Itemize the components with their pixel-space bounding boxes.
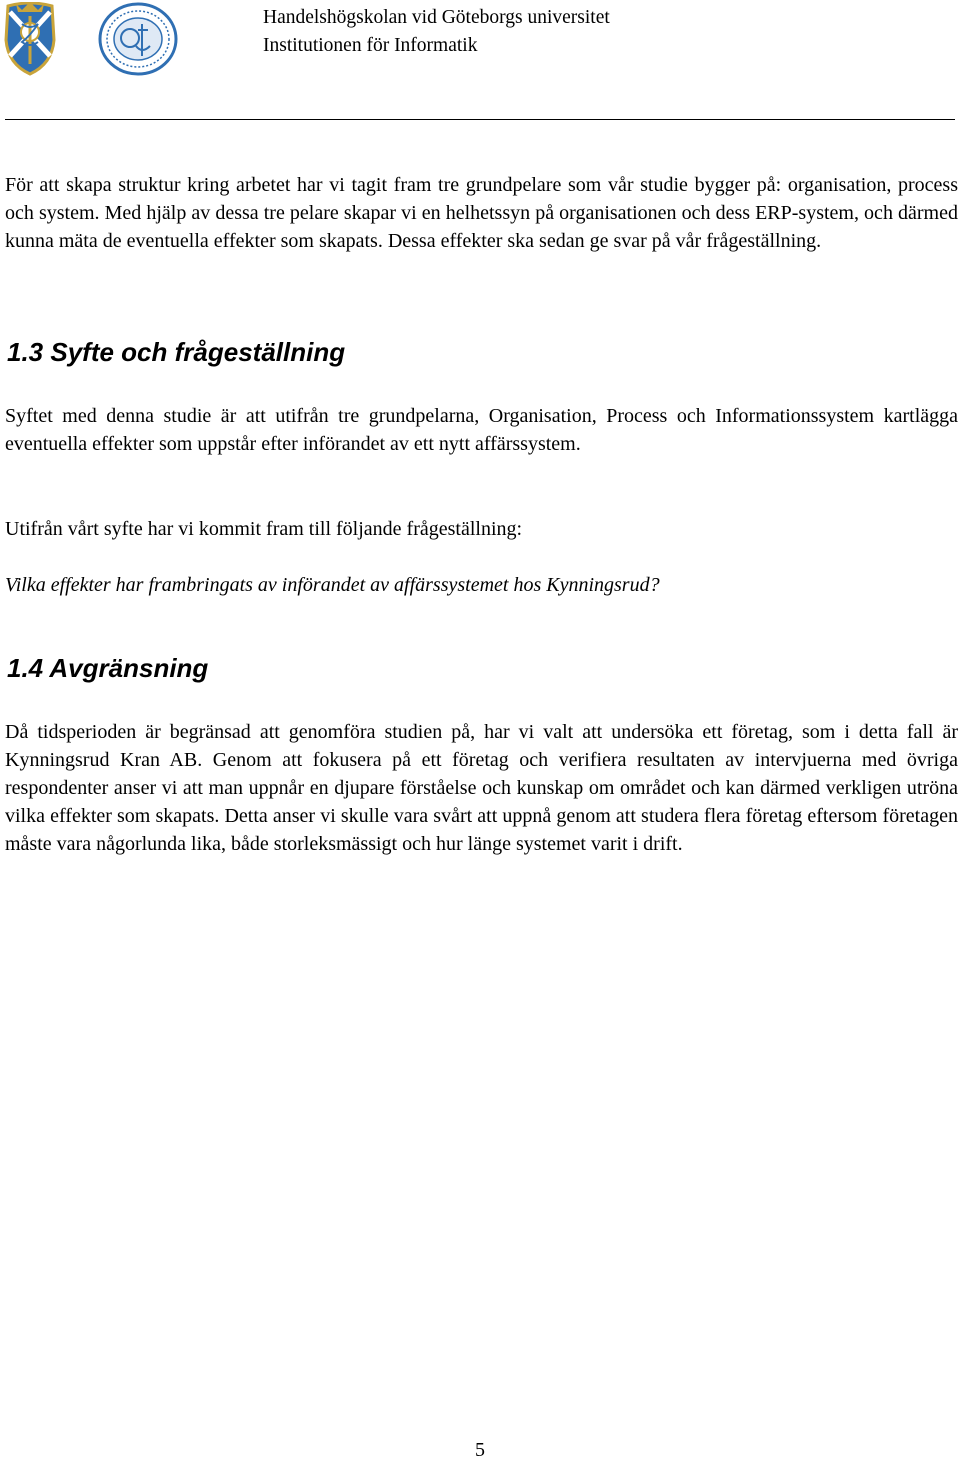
university-seal-icon (98, 2, 178, 76)
intro-paragraph: För att skapa struktur kring arbetet har vi tagit fram tre grundpelare som vår studie bygger på: organisation, process och system. Med hjälp av dessa tre pelare skapar vi en helhetssyn på organisationen och dess ERP-system, och därmed kunna mäta de eventuella effekter som skapats. Dessa effekter ska sedan ge svar på vår frågeställning. (5, 174, 958, 252)
header-divider (5, 119, 955, 120)
section-heading-1-4: 1.4 Avgränsning (7, 653, 209, 683)
page-number: 5 (475, 1439, 485, 1461)
university-crest-icon (2, 2, 58, 76)
research-question: Vilka effekter har frambringats av införandet av affärssystemet hos Kynningsrud? (5, 574, 660, 596)
header-university-name: Handelshögskolan vid Göteborgs universitet (263, 7, 610, 28)
header-department-name: Institutionen för Informatik (263, 35, 478, 56)
page-header (0, 0, 960, 122)
question-intro-paragraph: Utifrån vårt syfte har vi kommit fram till följande frågeställning: (5, 518, 523, 540)
delimitation-paragraph: Då tidsperioden är begränsad att genomföra studien på, har vi valt att undersöka ett företag, som i detta fall är Kynningsrud Kran AB. Genom att fokusera på ett företag och verifiera resultaten av intervjuerna med övriga respondenter anser vi att man uppnår en djupare förståelse och kunskap om området och kan därmed verkligen utröna vilka effekter som skapats. Detta anser vi skulle vara svårt att uppnå genom att studera flera företag eftersom företagen måste vara någorlunda lika, både storleksmässigt och hur länge systemet varit i drift. (5, 721, 958, 855)
purpose-paragraph: Syftet med denna studie är att utifrån tre grundpelarna, Organisation, Process och Informationssystem kartlägga eventuella effekter som uppstår efter införandet av ett nytt affärssystem. (5, 405, 958, 455)
section-heading-1-3: 1.3 Syfte och frågeställning (7, 337, 346, 367)
header-institution (263, 4, 610, 60)
